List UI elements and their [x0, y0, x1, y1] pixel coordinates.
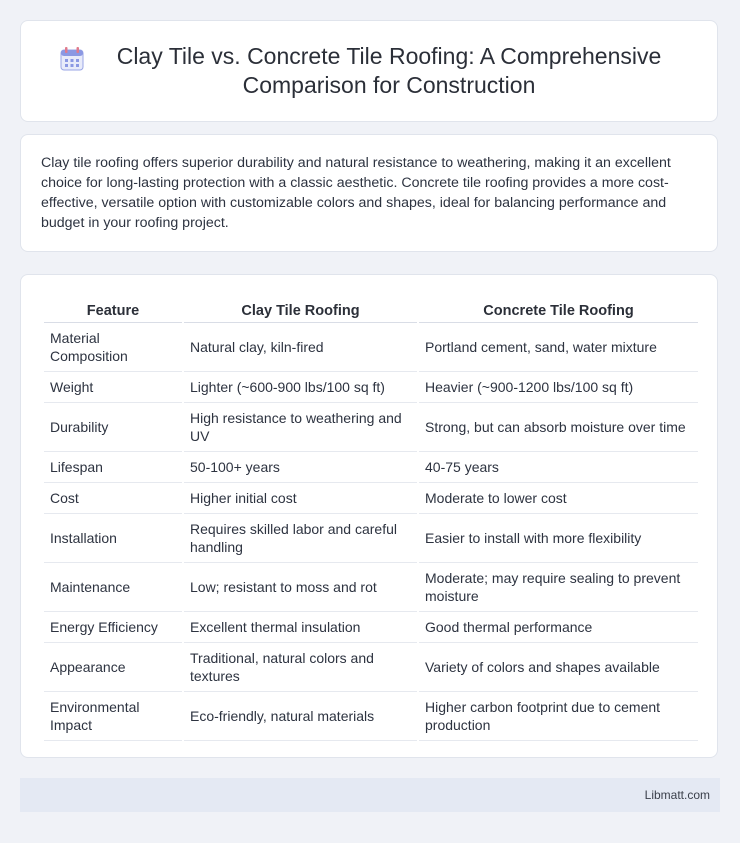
comparison-card: [20, 274, 718, 758]
table-header-row: [44, 293, 698, 323]
clay-cell: High resistance to weathering and UV: [184, 403, 417, 452]
feature-cell: Durability: [44, 403, 182, 452]
feature-cell: Weight: [44, 372, 182, 403]
column-header-concrete: Concrete Tile Roofing: [419, 293, 698, 323]
table-row: [44, 372, 698, 403]
clay-cell: Low; resistant to moss and rot: [184, 563, 417, 612]
intro-card: [20, 134, 718, 252]
title-card: [20, 20, 718, 122]
feature-cell: Cost: [44, 483, 182, 514]
feature-cell: Energy Efficiency: [44, 612, 182, 643]
footer-brand-link[interactable]: Libmatt.com: [644, 788, 710, 802]
calendar-icon: [59, 46, 85, 72]
feature-cell: Installation: [44, 514, 182, 563]
column-header-feature: Feature: [44, 293, 182, 323]
feature-cell: Environmental Impact: [44, 692, 182, 741]
clay-cell: Traditional, natural colors and textures: [184, 643, 417, 692]
clay-cell: 50-100+ years: [184, 452, 417, 483]
concrete-cell: Good thermal performance: [419, 612, 698, 643]
clay-cell: Higher initial cost: [184, 483, 417, 514]
concrete-cell: Higher carbon footprint due to cement production: [419, 692, 698, 741]
feature-cell: Material Composition: [44, 323, 182, 372]
concrete-cell: Moderate; may require sealing to prevent moisture: [419, 563, 698, 612]
comparison-table: [42, 293, 700, 741]
table-row: [44, 323, 698, 372]
column-header-clay: Clay Tile Roofing: [184, 293, 417, 323]
concrete-cell: 40-75 years: [419, 452, 698, 483]
table-row: [44, 643, 698, 692]
feature-cell: Maintenance: [44, 563, 182, 612]
table-row: [44, 514, 698, 563]
table-row: [44, 612, 698, 643]
clay-cell: Lighter (~600-900 lbs/100 sq ft): [184, 372, 417, 403]
title-row: [49, 42, 689, 100]
table-row: [44, 452, 698, 483]
table-row: [44, 483, 698, 514]
concrete-cell: Variety of colors and shapes available: [419, 643, 698, 692]
feature-cell: Appearance: [44, 643, 182, 692]
clay-cell: Requires skilled labor and careful handling: [184, 514, 417, 563]
concrete-cell: Portland cement, sand, water mixture: [419, 323, 698, 372]
page-title: Clay Tile vs. Concrete Tile Roofing: A Comprehensive Comparison for Construction: [116, 43, 662, 98]
concrete-cell: Easier to install with more flexibility: [419, 514, 698, 563]
footer-bar: [20, 778, 720, 812]
concrete-cell: Strong, but can absorb moisture over time: [419, 403, 698, 452]
concrete-cell: Moderate to lower cost: [419, 483, 698, 514]
clay-cell: Eco-friendly, natural materials: [184, 692, 417, 741]
feature-cell: Lifespan: [44, 452, 182, 483]
table-row: [44, 692, 698, 741]
table-row: [44, 403, 698, 452]
intro-paragraph: Clay tile roofing offers superior durability and natural resistance to weathering, making it an excellent choice for long-lasting protection with a classic aesthetic. Concrete tile roofing provides a more cost-effective, versatile option with customizable colors and shapes, ideal for balancing performance and budget in your roofing project.: [41, 155, 671, 231]
table-row: [44, 563, 698, 612]
concrete-cell: Heavier (~900-1200 lbs/100 sq ft): [419, 372, 698, 403]
clay-cell: Excellent thermal insulation: [184, 612, 417, 643]
clay-cell: Natural clay, kiln-fired: [184, 323, 417, 372]
